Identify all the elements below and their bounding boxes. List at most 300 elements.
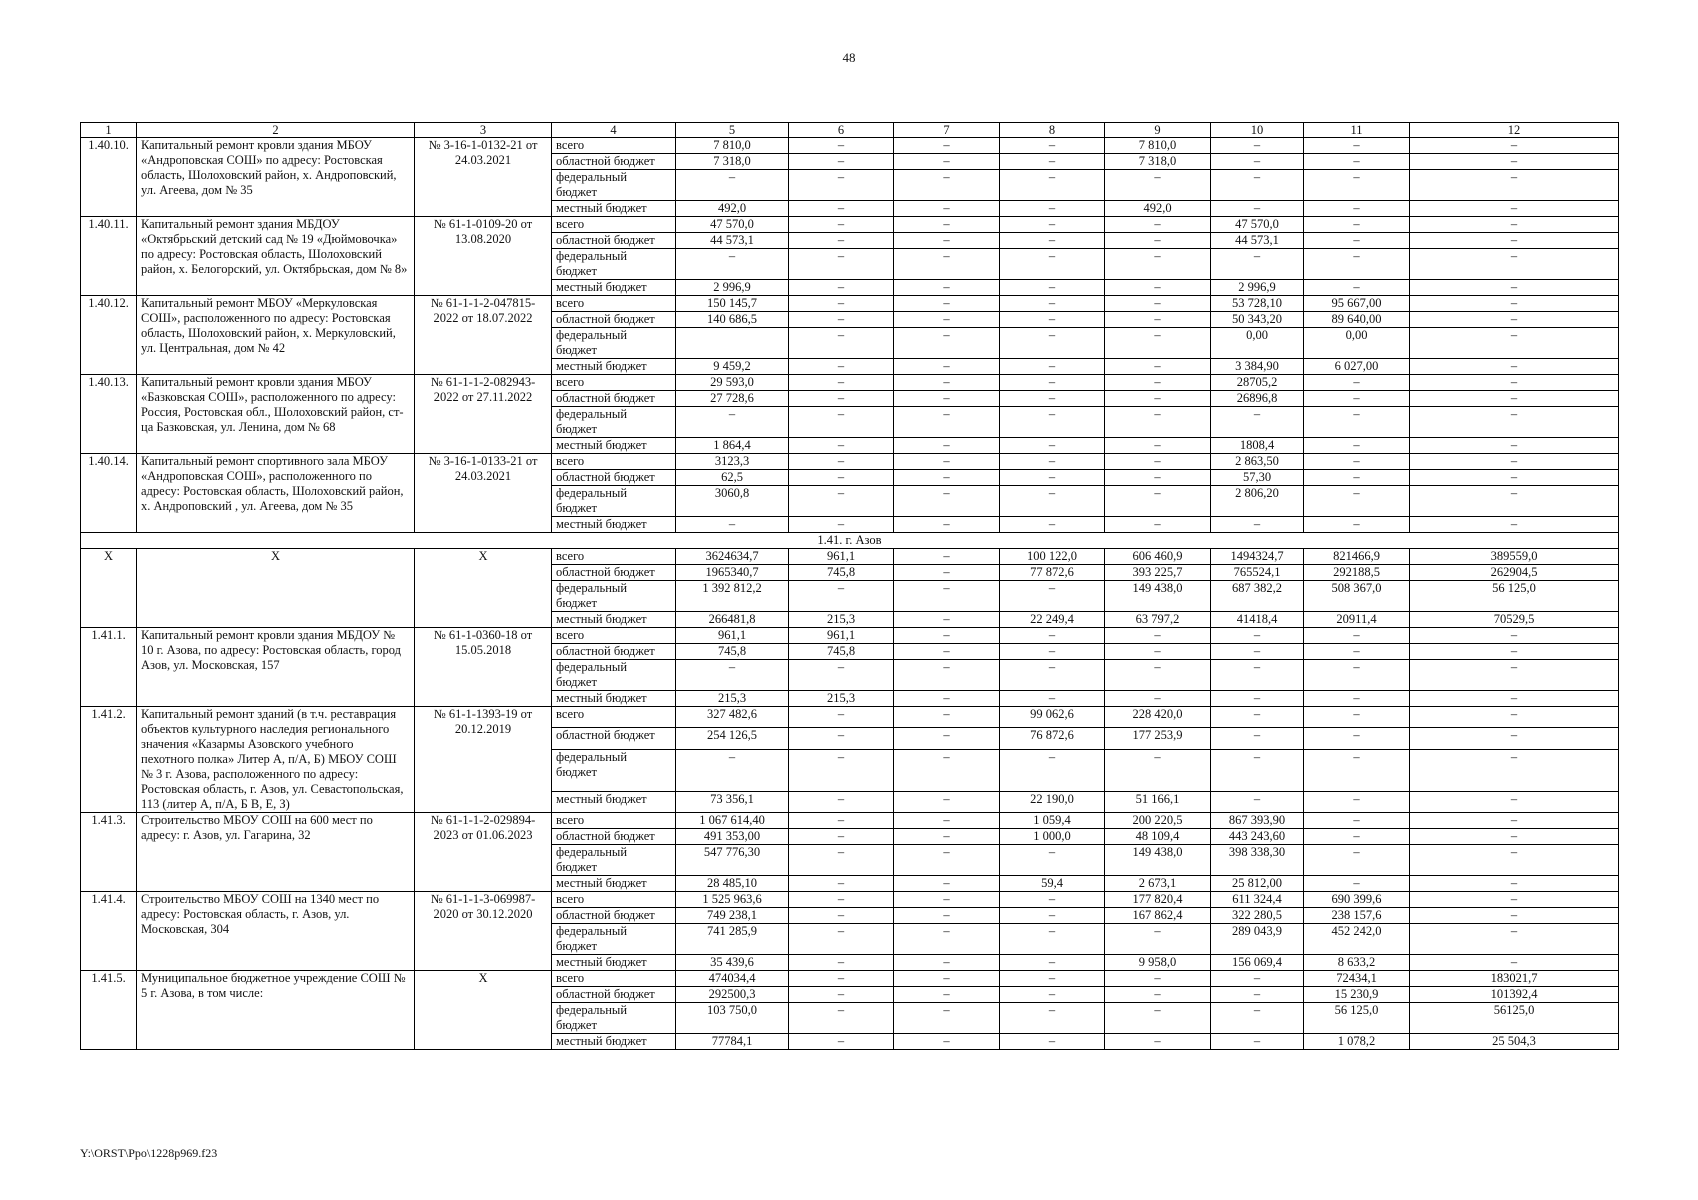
amount-cell: –: [789, 296, 894, 312]
amount-cell: –: [1105, 217, 1211, 233]
amount-cell: 0,00: [1304, 328, 1410, 359]
amount-cell: 7 318,0: [676, 154, 789, 170]
amount-cell: –: [1304, 517, 1410, 533]
amount-cell: 99 062,6: [1000, 707, 1105, 728]
amount-cell: –: [894, 549, 1000, 565]
funding-source: федеральный бюджет: [552, 170, 676, 201]
funding-source: областной бюджет: [552, 644, 676, 660]
amount-cell: –: [1410, 924, 1619, 955]
amount-cell: –: [1211, 407, 1304, 438]
document-number: № 61-1-1-2-047815-2022 от 18.07.2022: [415, 296, 552, 375]
amount-cell: –: [1000, 391, 1105, 407]
amount-cell: –: [1105, 628, 1211, 644]
amount-cell: –: [1410, 312, 1619, 328]
amount-cell: –: [1410, 375, 1619, 391]
amount-cell: 77784,1: [676, 1034, 789, 1050]
amount-cell: –: [789, 707, 894, 728]
table-row: [81, 971, 1619, 987]
amount-cell: –: [1410, 486, 1619, 517]
amount-cell: –: [1105, 359, 1211, 375]
amount-cell: 1 392 812,2: [676, 581, 789, 612]
amount-cell: 492,0: [1105, 201, 1211, 217]
amount-cell: –: [894, 486, 1000, 517]
amount-cell: 266481,8: [676, 612, 789, 628]
amount-cell: –: [789, 749, 894, 791]
funding-source: федеральный бюджет: [552, 486, 676, 517]
funding-source: всего: [552, 813, 676, 829]
amount-cell: –: [1000, 691, 1105, 707]
document-number: № 61-1-1-2-082943-2022 от 27.11.2022: [415, 375, 552, 454]
amount-cell: 28705,2: [1211, 375, 1304, 391]
amount-cell: –: [1410, 454, 1619, 470]
amount-cell: –: [1410, 359, 1619, 375]
amount-cell: –: [1000, 660, 1105, 691]
amount-cell: –: [789, 454, 894, 470]
amount-cell: –: [1304, 170, 1410, 201]
amount-cell: 547 776,30: [676, 845, 789, 876]
amount-cell: –: [894, 517, 1000, 533]
amount-cell: –: [1304, 217, 1410, 233]
amount-cell: 1 000,0: [1000, 829, 1105, 845]
amount-cell: 687 382,2: [1211, 581, 1304, 612]
funding-source: федеральный бюджет: [552, 924, 676, 955]
amount-cell: 867 393,90: [1211, 813, 1304, 829]
amount-cell: 48 109,4: [1105, 829, 1211, 845]
table-row: [81, 454, 1619, 470]
amount-cell: 961,1: [676, 628, 789, 644]
amount-cell: 41418,4: [1211, 612, 1304, 628]
amount-cell: –: [1105, 691, 1211, 707]
amount-cell: –: [894, 829, 1000, 845]
table-row: [81, 813, 1619, 829]
amount-cell: –: [1304, 691, 1410, 707]
item-number: 1.41.2.: [81, 707, 137, 813]
header-cell: 11: [1304, 123, 1410, 138]
amount-cell: –: [1000, 955, 1105, 971]
funding-source: областной бюджет: [552, 470, 676, 486]
amount-cell: 73 356,1: [676, 791, 789, 813]
funding-source: всего: [552, 892, 676, 908]
amount-cell: 3123,3: [676, 454, 789, 470]
table-row: [81, 375, 1619, 391]
funding-source: всего: [552, 971, 676, 987]
amount-cell: 27 728,6: [676, 391, 789, 407]
funding-source: всего: [552, 217, 676, 233]
amount-cell: –: [1105, 1003, 1211, 1034]
amount-cell: –: [676, 660, 789, 691]
document-number: Х: [415, 971, 552, 1050]
amount-cell: –: [1304, 749, 1410, 791]
funding-source: областной бюджет: [552, 728, 676, 749]
amount-cell: –: [1000, 233, 1105, 249]
amount-cell: –: [789, 328, 894, 359]
funding-source: местный бюджет: [552, 438, 676, 454]
amount-cell: 149 438,0: [1105, 845, 1211, 876]
amount-cell: –: [1304, 280, 1410, 296]
item-name: Капитальный ремонт здания МБДОУ «Октябрьский детский сад № 19 «Дюймовочка» по адресу: Ростовская область, Шолоховский район, х. Белогорский, ул. Октябрьская, дом № 8»: [137, 217, 415, 296]
amount-cell: –: [894, 955, 1000, 971]
amount-cell: –: [789, 845, 894, 876]
item-name: Капитальный ремонт МБОУ «Меркуловская СОШ», расположенного по адресу: Ростовская область, Шолоховский район, х. Меркуловский, ул. Центральная, дом № 42: [137, 296, 415, 375]
amount-cell: 177 820,4: [1105, 892, 1211, 908]
amount-cell: –: [1410, 707, 1619, 728]
funding-source: всего: [552, 138, 676, 154]
amount-cell: –: [1000, 138, 1105, 154]
amount-cell: –: [1410, 470, 1619, 486]
amount-cell: –: [1000, 438, 1105, 454]
amount-cell: –: [789, 581, 894, 612]
amount-cell: –: [1000, 375, 1105, 391]
amount-cell: –: [1105, 1034, 1211, 1050]
amount-cell: 741 285,9: [676, 924, 789, 955]
amount-cell: 821466,9: [1304, 549, 1410, 565]
item-number: Х: [81, 549, 137, 628]
funding-source: всего: [552, 628, 676, 644]
amount-cell: –: [1211, 660, 1304, 691]
amount-cell: –: [1304, 249, 1410, 280]
amount-cell: –: [1410, 154, 1619, 170]
amount-cell: 508 367,0: [1304, 581, 1410, 612]
amount-cell: –: [789, 407, 894, 438]
document-number: № 61-1-1-3-069987-2020 от 30.12.2020: [415, 892, 552, 971]
amount-cell: –: [894, 845, 1000, 876]
amount-cell: –: [676, 749, 789, 791]
funding-source: федеральный бюджет: [552, 249, 676, 280]
item-name: Капитальный ремонт кровли здания МБОУ «Базковская СОШ», расположенного по адресу: Россия, Ростовская обл., Шолоховский район, ст-ца Базковская, ул. Ленина, дом № 68: [137, 375, 415, 454]
header-row: [81, 123, 1619, 138]
amount-cell: 167 862,4: [1105, 908, 1211, 924]
table-row: [81, 296, 1619, 312]
amount-cell: 1 864,4: [676, 438, 789, 454]
amount-cell: –: [1211, 691, 1304, 707]
amount-cell: –: [894, 728, 1000, 749]
amount-cell: –: [1211, 170, 1304, 201]
amount-cell: 56125,0: [1410, 1003, 1619, 1034]
amount-cell: 59,4: [1000, 876, 1105, 892]
amount-cell: –: [1211, 249, 1304, 280]
amount-cell: 7 810,0: [676, 138, 789, 154]
amount-cell: –: [1105, 644, 1211, 660]
amount-cell: –: [894, 1003, 1000, 1034]
amount-cell: 51 166,1: [1105, 791, 1211, 813]
amount-cell: –: [1304, 201, 1410, 217]
amount-cell: –: [1105, 249, 1211, 280]
amount-cell: –: [1000, 407, 1105, 438]
amount-cell: 44 573,1: [1211, 233, 1304, 249]
amount-cell: –: [894, 791, 1000, 813]
amount-cell: –: [1410, 296, 1619, 312]
item-name: Капитальный ремонт зданий (в т.ч. реставрация объектов культурного наследия регионального значения «Казармы Азовского учебного пехотного полка» Литер А, п/А, Б) МБОУ СОШ № 3 г. Азова, расположенного по адресу: Ростовская область, г. Азов, ул. Севастопольская, 113 (литер А, п/А, Б В, Е, З): [137, 707, 415, 813]
funding-source: всего: [552, 296, 676, 312]
header-cell: 10: [1211, 123, 1304, 138]
amount-cell: –: [894, 138, 1000, 154]
item-name: Х: [137, 549, 415, 628]
item-name: Капитальный ремонт кровли здания МБОУ «Андроповская СОШ» по адресу: Ростовская область, Шолоховский район, х. Андроповский, ул. Агеева, дом № 35: [137, 138, 415, 217]
amount-cell: –: [1211, 707, 1304, 728]
amount-cell: 47 570,0: [676, 217, 789, 233]
amount-cell: 7 810,0: [1105, 138, 1211, 154]
section-row: [81, 533, 1619, 549]
funding-source: местный бюджет: [552, 955, 676, 971]
amount-cell: 1 059,4: [1000, 813, 1105, 829]
funding-source: местный бюджет: [552, 280, 676, 296]
amount-cell: 228 420,0: [1105, 707, 1211, 728]
amount-cell: 254 126,5: [676, 728, 789, 749]
amount-cell: –: [1410, 391, 1619, 407]
item-number: 1.41.1.: [81, 628, 137, 707]
amount-cell: 15 230,9: [1304, 987, 1410, 1003]
header-cell: 7: [894, 123, 1000, 138]
amount-cell: –: [894, 454, 1000, 470]
table-row: [81, 892, 1619, 908]
amount-cell: –: [894, 644, 1000, 660]
amount-cell: 215,3: [676, 691, 789, 707]
amount-cell: –: [1000, 845, 1105, 876]
amount-cell: –: [676, 407, 789, 438]
header-cell: 3: [415, 123, 552, 138]
amount-cell: 393 225,7: [1105, 565, 1211, 581]
amount-cell: –: [789, 924, 894, 955]
funding-source: местный бюджет: [552, 691, 676, 707]
amount-cell: –: [1304, 138, 1410, 154]
amount-cell: 1494324,7: [1211, 549, 1304, 565]
document-number: № 3-16-1-0132-21 от 24.03.2021: [415, 138, 552, 217]
amount-cell: –: [1410, 892, 1619, 908]
amount-cell: –: [894, 924, 1000, 955]
amount-cell: –: [1410, 517, 1619, 533]
funding-source: областной бюджет: [552, 565, 676, 581]
item-name: Муниципальное бюджетное учреждение СОШ № 5 г. Азова, в том числе:: [137, 971, 415, 1050]
amount-cell: –: [1304, 454, 1410, 470]
amount-cell: –: [1211, 791, 1304, 813]
amount-cell: –: [1000, 1003, 1105, 1034]
amount-cell: –: [1211, 644, 1304, 660]
amount-cell: 745,8: [789, 644, 894, 660]
amount-cell: –: [1000, 971, 1105, 987]
amount-cell: –: [789, 971, 894, 987]
amount-cell: 1 078,2: [1304, 1034, 1410, 1050]
funding-source: всего: [552, 549, 676, 565]
item-name: Капитальный ремонт кровли здания МБДОУ № 10 г. Азова, по адресу: Ростовская область, город Азов, ул. Московская, 157: [137, 628, 415, 707]
amount-cell: 25 504,3: [1410, 1034, 1619, 1050]
amount-cell: –: [789, 217, 894, 233]
amount-cell: –: [676, 249, 789, 280]
amount-cell: –: [1105, 280, 1211, 296]
amount-cell: 156 069,4: [1211, 955, 1304, 971]
amount-cell: –: [1410, 644, 1619, 660]
amount-cell: 95 667,00: [1304, 296, 1410, 312]
amount-cell: –: [1000, 486, 1105, 517]
amount-cell: –: [894, 217, 1000, 233]
amount-cell: –: [894, 987, 1000, 1003]
amount-cell: –: [789, 987, 894, 1003]
amount-cell: 443 243,60: [1211, 829, 1304, 845]
amount-cell: –: [1000, 359, 1105, 375]
amount-cell: –: [1410, 749, 1619, 791]
funding-source: федеральный бюджет: [552, 581, 676, 612]
amount-cell: –: [789, 359, 894, 375]
amount-cell: 2 863,50: [1211, 454, 1304, 470]
amount-cell: –: [789, 249, 894, 280]
amount-cell: –: [789, 486, 894, 517]
amount-cell: 100 122,0: [1000, 549, 1105, 565]
amount-cell: –: [1000, 749, 1105, 791]
amount-cell: –: [1105, 454, 1211, 470]
header-cell: 8: [1000, 123, 1105, 138]
amount-cell: 56 125,0: [1304, 1003, 1410, 1034]
amount-cell: –: [1000, 628, 1105, 644]
amount-cell: 289 043,9: [1211, 924, 1304, 955]
amount-cell: –: [894, 296, 1000, 312]
amount-cell: 474034,4: [676, 971, 789, 987]
amount-cell: –: [1211, 517, 1304, 533]
amount-cell: 745,8: [789, 565, 894, 581]
amount-cell: –: [1105, 296, 1211, 312]
amount-cell: –: [1000, 987, 1105, 1003]
amount-cell: –: [789, 829, 894, 845]
amount-cell: –: [1304, 154, 1410, 170]
amount-cell: 76 872,6: [1000, 728, 1105, 749]
amount-cell: 452 242,0: [1304, 924, 1410, 955]
amount-cell: –: [789, 813, 894, 829]
amount-cell: 292500,3: [676, 987, 789, 1003]
amount-cell: 322 280,5: [1211, 908, 1304, 924]
amount-cell: 47 570,0: [1211, 217, 1304, 233]
amount-cell: –: [1000, 454, 1105, 470]
amount-cell: 63 797,2: [1105, 612, 1211, 628]
amount-cell: –: [1410, 407, 1619, 438]
amount-cell: –: [1211, 987, 1304, 1003]
amount-cell: –: [1410, 876, 1619, 892]
amount-cell: 56 125,0: [1410, 581, 1619, 612]
amount-cell: 150 145,7: [676, 296, 789, 312]
funding-source: федеральный бюджет: [552, 407, 676, 438]
amount-cell: –: [894, 612, 1000, 628]
amount-cell: –: [1304, 728, 1410, 749]
amount-cell: 491 353,00: [676, 829, 789, 845]
amount-cell: 57,30: [1211, 470, 1304, 486]
amount-cell: –: [1105, 407, 1211, 438]
amount-cell: –: [1000, 1034, 1105, 1050]
amount-cell: –: [1105, 312, 1211, 328]
amount-cell: –: [894, 1034, 1000, 1050]
amount-cell: –: [1304, 470, 1410, 486]
item-number: 1.40.10.: [81, 138, 137, 217]
amount-cell: 149 438,0: [1105, 581, 1211, 612]
amount-cell: 53 728,10: [1211, 296, 1304, 312]
amount-cell: 1 067 614,40: [676, 813, 789, 829]
amount-cell: 22 249,4: [1000, 612, 1105, 628]
amount-cell: –: [789, 660, 894, 691]
amount-cell: –: [1000, 154, 1105, 170]
amount-cell: –: [894, 581, 1000, 612]
amount-cell: –: [894, 813, 1000, 829]
funding-source: областной бюджет: [552, 154, 676, 170]
amount-cell: –: [1211, 749, 1304, 791]
amount-cell: –: [789, 876, 894, 892]
amount-cell: 28 485,10: [676, 876, 789, 892]
amount-cell: –: [1105, 987, 1211, 1003]
amount-cell: –: [1304, 644, 1410, 660]
amount-cell: –: [789, 375, 894, 391]
amount-cell: –: [1410, 829, 1619, 845]
amount-cell: 745,8: [676, 644, 789, 660]
amount-cell: 292188,5: [1304, 565, 1410, 581]
amount-cell: 8 633,2: [1304, 955, 1410, 971]
amount-cell: 2 673,1: [1105, 876, 1211, 892]
amount-cell: –: [789, 1003, 894, 1034]
amount-cell: 1808,4: [1211, 438, 1304, 454]
amount-cell: 611 324,4: [1211, 892, 1304, 908]
amount-cell: –: [1410, 728, 1619, 749]
funding-source: местный бюджет: [552, 612, 676, 628]
amount-cell: –: [789, 791, 894, 813]
amount-cell: –: [1000, 892, 1105, 908]
amount-cell: 765524,1: [1211, 565, 1304, 581]
amount-cell: –: [789, 138, 894, 154]
amount-cell: –: [1410, 328, 1619, 359]
amount-cell: –: [1000, 470, 1105, 486]
amount-cell: 183021,7: [1410, 971, 1619, 987]
amount-cell: –: [894, 312, 1000, 328]
amount-cell: –: [1000, 644, 1105, 660]
amount-cell: 492,0: [676, 201, 789, 217]
funding-source: областной бюджет: [552, 908, 676, 924]
item-name: Капитальный ремонт спортивного зала МБОУ «Андроповская СОШ», расположенного по адресу: Ростовская область, Шолоховский район, х. Андроповский , ул. Агеева, дом № 35: [137, 454, 415, 533]
amount-cell: 77 872,6: [1000, 565, 1105, 581]
amount-cell: –: [1105, 233, 1211, 249]
amount-cell: –: [1410, 955, 1619, 971]
funding-source: местный бюджет: [552, 1034, 676, 1050]
amount-cell: 1965340,7: [676, 565, 789, 581]
amount-cell: –: [789, 438, 894, 454]
funding-source: всего: [552, 707, 676, 728]
amount-cell: 327 482,6: [676, 707, 789, 728]
amount-cell: –: [894, 407, 1000, 438]
amount-cell: –: [1410, 280, 1619, 296]
item-number: 1.41.4.: [81, 892, 137, 971]
amount-cell: –: [1000, 170, 1105, 201]
amount-cell: –: [1410, 438, 1619, 454]
amount-cell: –: [1410, 201, 1619, 217]
amount-cell: 262904,5: [1410, 565, 1619, 581]
amount-cell: –: [894, 749, 1000, 791]
amount-cell: 22 190,0: [1000, 791, 1105, 813]
amount-cell: –: [1410, 813, 1619, 829]
amount-cell: –: [894, 908, 1000, 924]
amount-cell: –: [1000, 217, 1105, 233]
funding-source: федеральный бюджет: [552, 1003, 676, 1034]
amount-cell: 961,1: [789, 628, 894, 644]
amount-cell: 29 593,0: [676, 375, 789, 391]
amount-cell: –: [789, 908, 894, 924]
amount-cell: –: [1000, 296, 1105, 312]
amount-cell: –: [1211, 1034, 1304, 1050]
amount-cell: –: [1304, 791, 1410, 813]
amount-cell: 50 343,20: [1211, 312, 1304, 328]
amount-cell: 140 686,5: [676, 312, 789, 328]
page-number: 48: [842, 50, 856, 65]
amount-cell: –: [789, 280, 894, 296]
funding-source: местный бюджет: [552, 201, 676, 217]
amount-cell: –: [1000, 201, 1105, 217]
funding-source: областной бюджет: [552, 987, 676, 1003]
funding-source: областной бюджет: [552, 391, 676, 407]
amount-cell: –: [1105, 924, 1211, 955]
amount-cell: 3624634,7: [676, 549, 789, 565]
amount-cell: –: [1105, 375, 1211, 391]
amount-cell: –: [789, 170, 894, 201]
